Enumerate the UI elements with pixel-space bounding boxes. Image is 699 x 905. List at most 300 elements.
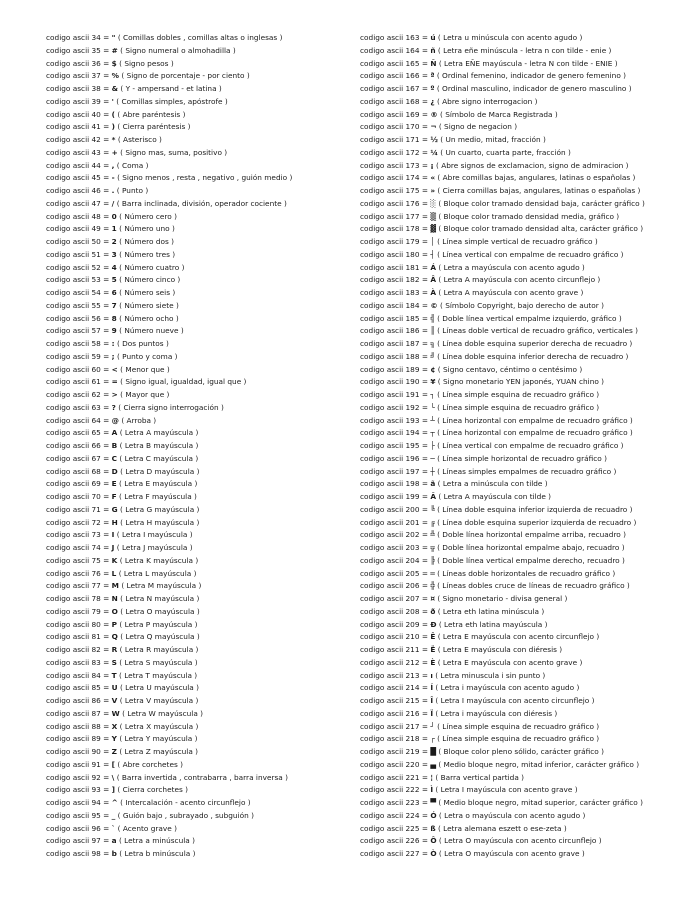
ascii-entry xyxy=(360,504,690,517)
ascii-description: ( Letra minuscula i sin punto ) xyxy=(432,670,546,680)
ascii-entry xyxy=(360,529,690,542)
ascii-entry xyxy=(360,211,690,224)
ascii-entry xyxy=(360,364,690,377)
ascii-character: % xyxy=(111,71,120,81)
ascii-code-label: codigo ascii 208 = xyxy=(360,606,431,616)
ascii-code-label: codigo ascii 58 = xyxy=(46,339,112,348)
ascii-entry xyxy=(46,325,346,338)
ascii-entry xyxy=(360,147,690,160)
ascii-entry xyxy=(46,848,346,861)
ascii-code-label: codigo ascii 52 = xyxy=(46,262,112,272)
ascii-entry xyxy=(360,223,690,236)
ascii-code-label: codigo ascii 217 = xyxy=(360,721,431,731)
ascii-description: ( Letra K mayúscula ) xyxy=(117,555,199,565)
ascii-code-label: codigo ascii 221 = xyxy=(360,772,431,782)
ascii-entry xyxy=(360,134,690,147)
ascii-character: ¼ xyxy=(430,147,438,157)
ascii-character: 8 xyxy=(111,313,117,323)
ascii-description: ( Punto y coma ) xyxy=(114,351,178,361)
ascii-code-label: codigo ascii 214 = xyxy=(360,683,431,693)
ascii-entry xyxy=(46,670,346,683)
ascii-description: ( Letra A mayúscula con acento grave ) xyxy=(436,288,584,297)
ascii-entry xyxy=(46,440,346,453)
ascii-code-label: codigo ascii 224 = xyxy=(360,810,431,820)
ascii-entry xyxy=(360,198,690,211)
ascii-character: Ô xyxy=(430,836,437,846)
ascii-entry xyxy=(46,376,346,389)
ascii-character: 2 xyxy=(111,237,117,246)
ascii-description: ( Comillas dobles , comillas altas o inglesas ) xyxy=(115,33,283,42)
ascii-entry xyxy=(46,657,346,670)
ascii-entry xyxy=(360,300,690,313)
ascii-code-label: codigo ascii 196 = xyxy=(360,453,431,463)
ascii-description: ( Letra A mayúscula ) xyxy=(117,428,199,438)
ascii-description: ( Línea doble esquina superior derecha de recuadro ) xyxy=(434,339,633,348)
ascii-description: ( Letra EÑE mayúscula - letra N con tilde - ENIE ) xyxy=(436,58,618,68)
ascii-character: Ò xyxy=(430,849,437,858)
ascii-code-label: codigo ascii 34 = xyxy=(46,33,112,42)
ascii-description: ( Letra a minúscula con tilde ) xyxy=(435,479,548,489)
ascii-code-label: codigo ascii 190 = xyxy=(360,377,431,387)
ascii-entry xyxy=(46,631,346,644)
ascii-entry xyxy=(360,415,690,428)
ascii-code-label: codigo ascii 73 = xyxy=(46,530,112,540)
ascii-entry xyxy=(360,619,690,632)
ascii-entry xyxy=(360,721,690,734)
ascii-code-label: codigo ascii 195 = xyxy=(360,441,431,450)
ascii-character: ¦ xyxy=(430,772,434,782)
ascii-description: ( Letra Y mayúscula ) xyxy=(117,734,198,744)
ascii-entry xyxy=(46,300,346,313)
ascii-character: A xyxy=(111,428,118,438)
ascii-code-label: codigo ascii 55 = xyxy=(46,300,112,310)
ascii-character: b xyxy=(111,849,117,858)
ascii-entry xyxy=(360,58,690,71)
ascii-code-label: codigo ascii 44 = xyxy=(46,160,112,170)
ascii-entry xyxy=(360,542,690,555)
ascii-description: ( Líneas doble vertical de recuadro gráfico, verticales ) xyxy=(434,326,639,336)
ascii-code-label: codigo ascii 186 = xyxy=(360,326,431,336)
ascii-description: ( Letra G mayúscula ) xyxy=(117,504,200,514)
ascii-code-label: codigo ascii 42 = xyxy=(46,135,112,144)
ascii-entry xyxy=(46,147,346,160)
ascii-code-label: codigo ascii 188 = xyxy=(360,351,431,361)
ascii-character: R xyxy=(111,645,118,654)
ascii-entry xyxy=(46,45,346,58)
ascii-character: T xyxy=(111,670,117,680)
ascii-description: ( Número seis ) xyxy=(116,288,176,297)
ascii-description: ( Letra o mayúscula con acento agudo ) xyxy=(436,810,586,820)
ascii-description: ( Número dos ) xyxy=(116,237,175,246)
ascii-description: ( Guión bajo , subrayado , subguión ) xyxy=(115,810,254,820)
ascii-entry xyxy=(46,313,346,326)
ascii-entry xyxy=(360,376,690,389)
ascii-code-label: codigo ascii 98 = xyxy=(46,849,112,858)
ascii-description: ( Abre signos de exclamacion, signo de admiracion ) xyxy=(433,160,629,170)
ascii-code-label: codigo ascii 51 = xyxy=(46,249,112,259)
ascii-code-label: codigo ascii 201 = xyxy=(360,517,431,527)
ascii-code-label: codigo ascii 46 = xyxy=(46,186,112,195)
ascii-description: ( Línea vertical con empalme de recuadro gráfico ) xyxy=(434,249,624,259)
ascii-character: # xyxy=(111,45,118,55)
ascii-code-label: codigo ascii 219 = xyxy=(360,747,431,756)
ascii-character: + xyxy=(111,147,118,157)
ascii-character: Â xyxy=(430,275,437,285)
ascii-entry xyxy=(360,772,690,785)
ascii-description: ( Letra C mayúscula ) xyxy=(117,453,199,463)
ascii-entry xyxy=(360,733,690,746)
ascii-entry xyxy=(46,427,346,440)
ascii-character: Ð xyxy=(430,619,437,629)
ascii-description: ( Letra F mayúscula ) xyxy=(116,492,197,501)
ascii-code-label: codigo ascii 77 = xyxy=(46,581,112,591)
ascii-code-label: codigo ascii 41 = xyxy=(46,122,112,132)
ascii-entry xyxy=(46,83,346,96)
ascii-code-label: codigo ascii 38 = xyxy=(46,84,112,93)
ascii-character: À xyxy=(430,288,437,297)
ascii-code-label: codigo ascii 163 = xyxy=(360,33,431,42)
ascii-entry xyxy=(360,670,690,683)
ascii-description: ( Letra R mayúscula ) xyxy=(117,645,199,654)
ascii-code-label: codigo ascii 205 = xyxy=(360,568,431,578)
ascii-entry xyxy=(360,172,690,185)
ascii-character: $ xyxy=(111,58,117,68)
ascii-code-label: codigo ascii 211 = xyxy=(360,645,431,654)
ascii-entry xyxy=(46,746,346,759)
ascii-description: ( Letra Z mayúscula ) xyxy=(117,747,199,756)
ascii-entry xyxy=(360,70,690,83)
ascii-description: ( Línea doble esquina superior izquierda de recuadro ) xyxy=(434,517,637,527)
ascii-code-label: codigo ascii 168 = xyxy=(360,96,431,106)
ascii-entry xyxy=(360,810,690,823)
ascii-character: > xyxy=(111,390,118,399)
ascii-description: ( Bloque color tramado densidad alta, carácter gráfico ) xyxy=(436,224,644,234)
ascii-description: ( Mayor que ) xyxy=(117,390,170,399)
ascii-code-label: codigo ascii 89 = xyxy=(46,734,112,744)
ascii-entry xyxy=(46,542,346,555)
ascii-code-label: codigo ascii 210 = xyxy=(360,632,431,642)
ascii-character: " xyxy=(111,33,116,42)
ascii-description: ( Símbolo Copyright, bajo derecho de autor ) xyxy=(437,300,605,310)
ascii-entry xyxy=(46,262,346,275)
ascii-description: ( Cierra signo interrogación ) xyxy=(115,402,224,412)
ascii-entry xyxy=(360,274,690,287)
ascii-code-label: codigo ascii 64 = xyxy=(46,415,112,425)
ascii-character: B xyxy=(111,441,118,450)
ascii-description: ( Letra X mayúscula ) xyxy=(117,721,199,731)
ascii-code-label: codigo ascii 91 = xyxy=(46,759,112,769)
ascii-description: ( Número uno ) xyxy=(116,224,175,234)
ascii-character: ═ xyxy=(430,568,435,578)
ascii-character: ┴ xyxy=(430,415,435,425)
ascii-character: ½ xyxy=(430,135,438,144)
ascii-entry xyxy=(46,172,346,185)
ascii-description: ( Letra i mayúscula con diéresis ) xyxy=(433,708,558,718)
ascii-character: a xyxy=(111,836,117,846)
ascii-entry xyxy=(46,351,346,364)
ascii-entry xyxy=(360,784,690,797)
ascii-character: Ì xyxy=(430,785,434,795)
ascii-entry xyxy=(46,185,346,198)
ascii-character: ) xyxy=(111,122,116,132)
ascii-code-label: codigo ascii 86 = xyxy=(46,696,112,705)
ascii-entry xyxy=(360,427,690,440)
ascii-description: ( Número cinco ) xyxy=(116,275,181,285)
ascii-code-label: codigo ascii 200 = xyxy=(360,504,431,514)
ascii-code-label: codigo ascii 40 = xyxy=(46,109,112,119)
ascii-code-label: codigo ascii 183 = xyxy=(360,288,431,297)
ascii-character: ¿ xyxy=(430,96,435,106)
ascii-character: ┬ xyxy=(430,428,435,438)
ascii-character: E xyxy=(111,479,117,489)
ascii-character: G xyxy=(111,504,118,514)
ascii-code-label: codigo ascii 85 = xyxy=(46,683,112,693)
ascii-description: ( Bloque color tramado densidad media, gráfico ) xyxy=(436,211,620,221)
ascii-code-label: codigo ascii 71 = xyxy=(46,504,112,514)
ascii-character: » xyxy=(430,186,436,195)
ascii-description: ( Punto ) xyxy=(114,186,149,195)
ascii-character: * xyxy=(111,135,116,144)
ascii-entry xyxy=(46,772,346,785)
ascii-description: ( Signo centavo, céntimo o centésimo ) xyxy=(435,364,583,374)
ascii-code-label: codigo ascii 184 = xyxy=(360,300,431,310)
ascii-code-label: codigo ascii 53 = xyxy=(46,275,112,285)
ascii-character: Ã xyxy=(430,492,437,501)
ascii-description: ( Letra i mayúscula con acento agudo ) xyxy=(433,683,580,693)
ascii-entry xyxy=(46,70,346,83)
ascii-entry xyxy=(46,823,346,836)
ascii-code-label: codigo ascii 207 = xyxy=(360,594,431,603)
ascii-description: ( Bloque color tramado densidad baja, carácter gráfico ) xyxy=(436,198,645,208)
ascii-code-label: codigo ascii 66 = xyxy=(46,441,112,450)
ascii-code-label: codigo ascii 215 = xyxy=(360,696,431,705)
ascii-description: ( Línea simple esquina de recuadro gráfico ) xyxy=(434,721,600,731)
ascii-entry xyxy=(46,504,346,517)
ascii-character: ╔ xyxy=(430,517,435,527)
ascii-character: L xyxy=(111,568,117,578)
ascii-description: ( Letra L mayúscula ) xyxy=(116,568,197,578)
ascii-description: ( Menor que ) xyxy=(117,364,170,374)
ascii-description: ( Líneas simples empalmes de recuadro gráfico ) xyxy=(434,466,617,476)
ascii-character: ─ xyxy=(430,453,435,463)
ascii-character: ▀ xyxy=(430,798,436,807)
ascii-entry xyxy=(360,313,690,326)
ascii-code-label: codigo ascii 174 = xyxy=(360,173,431,183)
ascii-code-label: codigo ascii 172 = xyxy=(360,147,431,157)
ascii-entry xyxy=(360,236,690,249)
ascii-description: ( Letra Q mayúscula ) xyxy=(117,632,200,642)
ascii-description: ( Letra O mayúscula con acento grave ) xyxy=(436,849,585,858)
ascii-character: █ xyxy=(430,747,436,756)
ascii-character: ` xyxy=(111,823,116,833)
ascii-code-label: codigo ascii 50 = xyxy=(46,237,112,246)
ascii-code-label: codigo ascii 206 = xyxy=(360,581,431,591)
ascii-entry xyxy=(46,695,346,708)
ascii-code-label: codigo ascii 199 = xyxy=(360,492,431,501)
ascii-character: M xyxy=(111,581,119,591)
ascii-description: ( Letra eth latina minúscula ) xyxy=(435,606,545,616)
ascii-entry xyxy=(46,682,346,695)
ascii-code-label: codigo ascii 88 = xyxy=(46,721,112,731)
ascii-character: J xyxy=(111,543,115,552)
ascii-description: ( Letra u minúscula con acento agudo ) xyxy=(435,33,583,42)
ascii-character: ( xyxy=(111,109,116,119)
ascii-description: ( Barra vertical partida ) xyxy=(433,772,525,782)
ascii-entry xyxy=(46,198,346,211)
ascii-description: ( Letra O mayúscula ) xyxy=(117,606,200,616)
ascii-description: ( Letra eth latina mayúscula ) xyxy=(436,619,548,629)
ascii-description: ( Línea doble esquina inferior izquierda de recuadro ) xyxy=(434,504,633,514)
ascii-character: └ xyxy=(430,402,435,412)
ascii-character: « xyxy=(430,173,436,183)
ascii-description: ( Abre corchetes ) xyxy=(115,759,183,769)
ascii-description: ( Cierra corchetes ) xyxy=(115,785,189,795)
ascii-entry xyxy=(360,695,690,708)
ascii-description: ( Y - ampersand - et latina ) xyxy=(118,84,222,93)
ascii-code-label: codigo ascii 39 = xyxy=(46,96,112,106)
ascii-entry xyxy=(46,606,346,619)
ascii-character: 4 xyxy=(111,262,117,272)
ascii-description: ( Medio bloque negro, mitad superior, carácter gráfico ) xyxy=(436,798,643,807)
ascii-description: ( Intercalación - acento circunflejo ) xyxy=(117,798,251,807)
ascii-entry xyxy=(360,440,690,453)
ascii-entry xyxy=(360,631,690,644)
ascii-entry xyxy=(360,517,690,530)
ascii-description: ( Número cero ) xyxy=(116,211,177,221)
ascii-code-label: codigo ascii 216 = xyxy=(360,708,431,718)
ascii-description: ( Barra inclinada, división, operador cociente ) xyxy=(114,198,287,208)
ascii-description: ( Letra W mayúscula ) xyxy=(119,708,204,718)
ascii-description: ( Signo monetario - divisa general ) xyxy=(435,594,568,603)
ascii-character: ┼ xyxy=(430,466,435,476)
ascii-entry xyxy=(46,580,346,593)
ascii-code-label: codigo ascii 60 = xyxy=(46,364,112,374)
ascii-code-label: codigo ascii 226 = xyxy=(360,836,431,846)
ascii-description: ( Letra N mayúscula ) xyxy=(117,594,200,603)
ascii-entry xyxy=(46,415,346,428)
ascii-entry xyxy=(46,402,346,415)
ascii-code-label: codigo ascii 45 = xyxy=(46,173,112,183)
ascii-description: ( Letra H mayúscula ) xyxy=(117,517,200,527)
ascii-entry xyxy=(46,236,346,249)
ascii-code-label: codigo ascii 171 = xyxy=(360,135,431,144)
ascii-description: ( Líneas doble horizontales de recuadro gráfico ) xyxy=(434,568,616,578)
ascii-description: ( Letra b minúscula ) xyxy=(116,849,196,858)
ascii-description: ( Letra a minúscula ) xyxy=(116,836,195,846)
ascii-entry xyxy=(46,211,346,224)
ascii-description: ( Letra A mayúscula con acento circunflejo ) xyxy=(436,275,601,285)
ascii-code-label: codigo ascii 165 = xyxy=(360,58,431,68)
ascii-entry xyxy=(46,491,346,504)
ascii-character: ┐ xyxy=(430,390,435,399)
ascii-description: ( Letra O mayúscula con acento circunflejo ) xyxy=(436,836,602,846)
ascii-entry xyxy=(360,45,690,58)
ascii-description: ( Número nueve ) xyxy=(116,326,184,336)
ascii-code-label: codigo ascii 164 = xyxy=(360,45,431,55)
ascii-code-label: codigo ascii 79 = xyxy=(46,606,112,616)
ascii-character: C xyxy=(111,453,118,463)
ascii-code-label: codigo ascii 185 = xyxy=(360,313,431,323)
ascii-character: < xyxy=(111,364,118,374)
ascii-character: ; xyxy=(111,351,115,361)
ascii-code-label: codigo ascii 212 = xyxy=(360,657,431,667)
ascii-entry xyxy=(46,478,346,491)
ascii-code-label: codigo ascii 209 = xyxy=(360,619,431,629)
ascii-character: 0 xyxy=(111,211,117,221)
ascii-character: 9 xyxy=(111,326,117,336)
ascii-code-label: codigo ascii 76 = xyxy=(46,568,112,578)
ascii-character: ╬ xyxy=(430,581,435,591)
ascii-character: ß xyxy=(430,823,436,833)
ascii-description: ( Doble línea vertical empalme izquierdo, gráfico ) xyxy=(434,313,622,323)
ascii-code-label: codigo ascii 92 = xyxy=(46,772,112,782)
ascii-character: W xyxy=(111,708,120,718)
ascii-entry xyxy=(360,109,690,122)
ascii-character: 5 xyxy=(111,275,117,285)
ascii-description: ( Letra E mayúscula ) xyxy=(116,479,198,489)
ascii-description: ( Letra E mayúscula con acento grave ) xyxy=(435,657,583,667)
ascii-entry xyxy=(360,644,690,657)
ascii-entry xyxy=(46,593,346,606)
ascii-entry xyxy=(360,593,690,606)
ascii-description: ( Letra eñe minúscula - letra n con tilde - enie ) xyxy=(435,45,612,55)
ascii-code-label: codigo ascii 202 = xyxy=(360,530,431,540)
ascii-code-label: codigo ascii 90 = xyxy=(46,747,112,756)
ascii-code-label: codigo ascii 94 = xyxy=(46,798,112,807)
ascii-code-label: codigo ascii 48 = xyxy=(46,211,112,221)
ascii-description: ( Comillas simples, apóstrofe ) xyxy=(113,96,228,106)
ascii-description: ( Letra a mayúscula con acento agudo ) xyxy=(436,262,585,272)
ascii-description: ( Doble línea vertical empalme derecho, recuadro ) xyxy=(434,555,625,565)
ascii-description: ( Letra B mayúscula ) xyxy=(117,441,199,450)
ascii-character: ╩ xyxy=(430,530,435,540)
ascii-character: ▒ xyxy=(430,211,436,221)
ascii-entry xyxy=(46,134,346,147)
ascii-code-label: codigo ascii 68 = xyxy=(46,466,112,476)
ascii-code-label: codigo ascii 180 = xyxy=(360,249,431,259)
ascii-description: ( Línea simple vertical de recuadro gráfico ) xyxy=(434,237,598,246)
ascii-description: ( Línea horizontal con empalme de recuadro gráfico ) xyxy=(434,428,633,438)
ascii-entry xyxy=(360,478,690,491)
ascii-code-label: codigo ascii 81 = xyxy=(46,632,112,642)
ascii-entry xyxy=(360,580,690,593)
ascii-character: = xyxy=(111,377,118,387)
ascii-character: ╚ xyxy=(430,504,435,514)
ascii-entry xyxy=(360,759,690,772)
ascii-character: © xyxy=(430,300,438,310)
ascii-entry xyxy=(46,96,346,109)
ascii-description: ( Letra E mayúscula con diéresis ) xyxy=(435,645,563,654)
ascii-code-label: codigo ascii 213 = xyxy=(360,670,431,680)
ascii-description: ( Letra S mayúscula ) xyxy=(116,657,198,667)
ascii-entry xyxy=(46,529,346,542)
ascii-description: ( Arroba ) xyxy=(119,415,157,425)
ascii-code-label: codigo ascii 54 = xyxy=(46,288,112,297)
ascii-code-label: codigo ascii 193 = xyxy=(360,415,431,425)
ascii-description: ( Bloque color pleno sólido, carácter gráfico ) xyxy=(436,747,604,756)
ascii-code-label: codigo ascii 62 = xyxy=(46,390,112,399)
ascii-code-label: codigo ascii 47 = xyxy=(46,198,112,208)
ascii-entry xyxy=(360,121,690,134)
ascii-code-label: codigo ascii 72 = xyxy=(46,517,112,527)
ascii-code-label: codigo ascii 67 = xyxy=(46,453,112,463)
ascii-entry xyxy=(360,746,690,759)
ascii-description: ( Letra I mayúscula con acento circunflejo ) xyxy=(433,696,595,705)
ascii-code-label: codigo ascii 63 = xyxy=(46,402,112,412)
ascii-code-label: codigo ascii 218 = xyxy=(360,734,431,744)
ascii-description: ( Línea simple horizontal de recuadro gráfico ) xyxy=(434,453,607,463)
ascii-code-label: codigo ascii 35 = xyxy=(46,45,112,55)
